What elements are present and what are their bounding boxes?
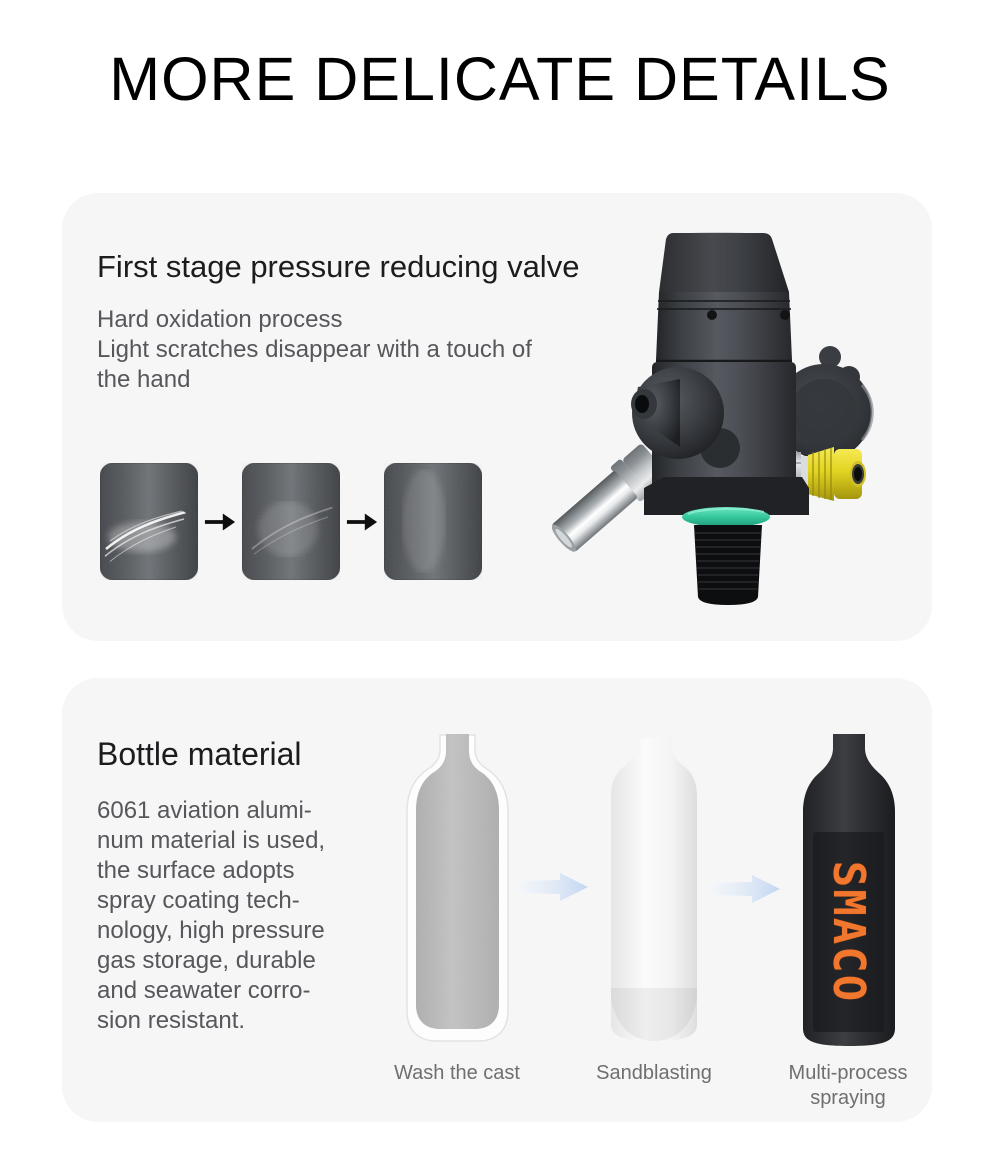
valve-description-line: Hard oxidation process <box>97 306 343 333</box>
bottle-material-card <box>62 678 932 1122</box>
bottle-description-line: spray coating tech- <box>97 887 300 914</box>
scratched-surface-image <box>100 463 198 580</box>
valve-description-line: Light scratches disappear with a touch of <box>97 336 532 363</box>
scratch-step-arrow <box>340 511 384 533</box>
valve-card-heading: First stage pressure reducing valve <box>97 249 580 284</box>
step-caption-multi-process-spraying: Multi-process spraying <box>788 1062 908 1109</box>
bottle-description-line: the surface adopts <box>97 857 295 884</box>
bottle-description-line: 6061 aviation alumi- <box>97 797 312 824</box>
right-arrow-icon <box>204 511 236 533</box>
valve-threaded-stem <box>694 525 762 605</box>
valve-card-description <box>97 305 532 395</box>
valve-feature-card <box>62 193 932 641</box>
bottle-card-description <box>97 796 325 1036</box>
first-stage-valve-image <box>552 205 942 615</box>
page-title: MORE DELICATE DETAILS <box>109 45 891 113</box>
scratch-process-row <box>100 463 482 580</box>
bottle-card-heading: Bottle material <box>97 736 302 772</box>
right-arrow-icon <box>346 511 378 533</box>
process-arrow-icon <box>518 872 588 902</box>
bottle-description-line: sion resistant. <box>97 1007 246 1034</box>
bottle-description-line: gas storage, durable <box>97 947 316 974</box>
valve-oring <box>682 507 770 527</box>
bottle-description-line: nology, high pressure <box>97 917 325 944</box>
step-caption-sandblasting: Sandblasting <box>596 1062 712 1084</box>
scratch-step-arrow <box>198 511 242 533</box>
process-arrow-icon <box>710 874 780 904</box>
bottle-description-line: num material is used, <box>97 827 326 854</box>
restored-surface-image <box>384 463 482 580</box>
fading-scratch-surface-image <box>242 463 340 580</box>
cast-bottle-image <box>402 734 513 1042</box>
step-caption-wash-the-cast: Wash the cast <box>394 1062 520 1084</box>
bottle-description-line: and seawater corro- <box>97 977 311 1004</box>
valve-sphere-port <box>631 367 724 459</box>
smaco-logo-text: SMACO <box>823 860 874 1004</box>
sandblasted-bottle-image <box>611 738 697 1041</box>
valve-description-line: the hand <box>97 366 191 393</box>
